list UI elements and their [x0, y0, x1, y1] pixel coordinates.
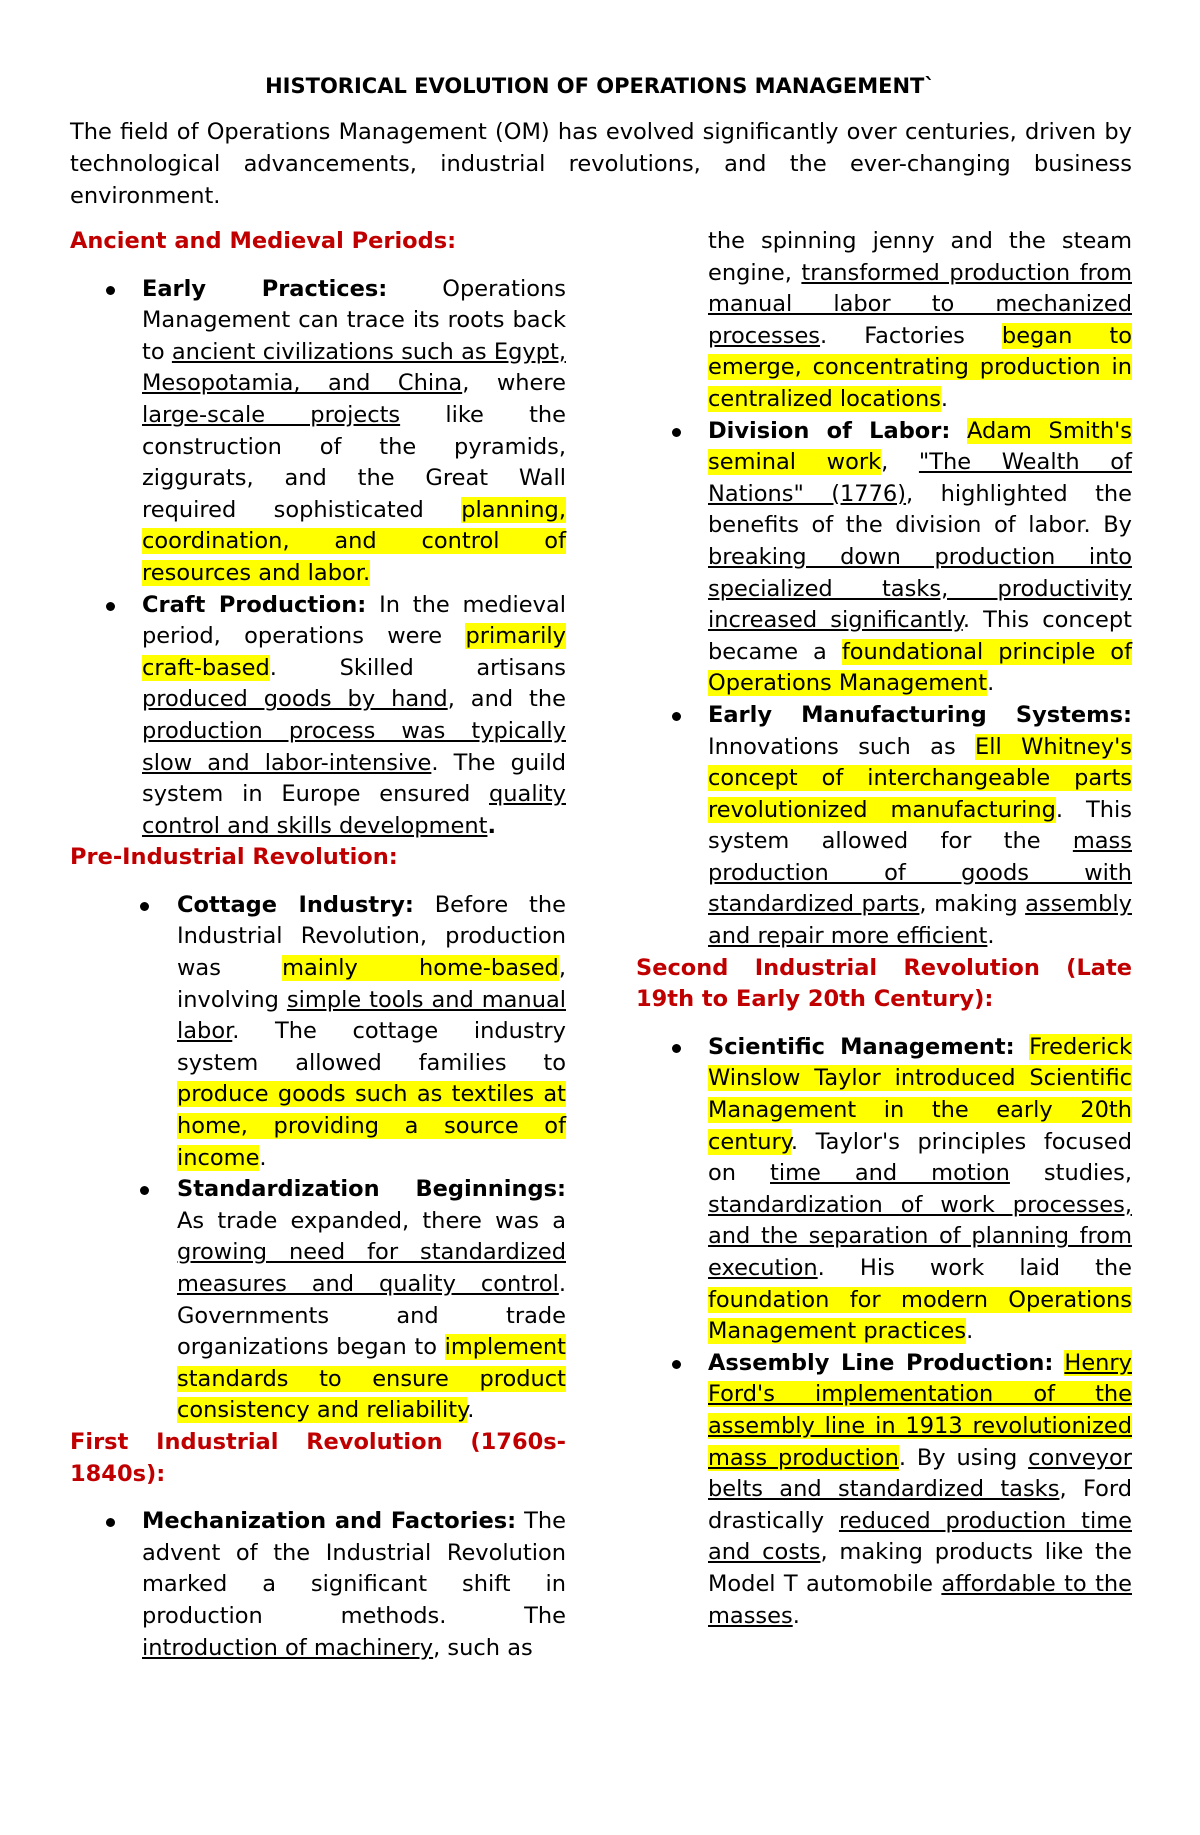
item-text: . Governments and trade organizations began to: [177, 1271, 566, 1361]
highlighted-text: Frederick Winslow Taylor introduced Scientific Management in the early 20th century: [708, 1033, 1132, 1155]
item-text: . By using: [898, 1444, 1029, 1471]
item-text: The advent of the Industrial Revolution marked a significant shift in production methods. The: [142, 1508, 566, 1629]
underlined-text: large-scale projects: [142, 401, 401, 428]
item-text: , making products like the Model T automobile: [708, 1539, 1132, 1597]
bullet-icon: [672, 712, 681, 721]
item-text: . Skilled artisans: [269, 654, 566, 681]
item-text: like the construction of the pyramids, ziggurats, and the Great Wall required sophisticated: [142, 401, 567, 523]
bullet-icon: [140, 902, 149, 911]
underlined-text: mass production of goods with standardized parts: [708, 828, 1132, 918]
item-text: . Factories: [820, 322, 1002, 349]
underlined-text: assembly and repair more efficient: [708, 891, 1132, 950]
highlighted-text: foundation for modern Operations Management practices: [708, 1286, 1132, 1345]
document-title: HISTORICAL EVOLUTION OF OPERATIONS MANAGEMENT`: [265, 74, 935, 98]
underlined-text: conveyor belts and standardized tasks: [708, 1444, 1133, 1503]
bullet-icon: [106, 286, 115, 295]
item-text: . The guild system in Europe ensured: [142, 749, 566, 808]
underlined-text: standardization of work processes, and the separation of planning from execution: [708, 1191, 1132, 1281]
bullet-icon: [672, 1044, 681, 1053]
item-text: [1015, 1034, 1029, 1060]
highlighted-text: Henry Ford's implementation of the assembly line in 1913 revolutionized mass production: [708, 1349, 1132, 1471]
first-industrial-list: [70, 1506, 566, 1664]
list-item: [636, 1348, 1132, 1632]
intro-paragraph: The field of Operations Management (OM) has evolved significantly over centuries, driven by technological advancements, industrial revolutions, and the ever-changing business environment.: [70, 119, 1132, 209]
highlighted-text: planning, coordination, and control of resources and labor.: [142, 496, 566, 586]
item-text: . The cottage industry system allowed families to: [177, 1018, 566, 1076]
underlined-text: breaking down production into specialized tasks, productivity increased significantly: [708, 543, 1132, 634]
underlined-text: transformed production from manual labor to mechanized processes: [708, 259, 1132, 349]
ancient-list: [70, 274, 566, 843]
underlined-text: "The Wealth of Nations" (1776): [708, 449, 1132, 507]
item-text: .: [792, 1602, 800, 1629]
section-heading-first-industrial: First Industrial Revolution (1760s-1840s):: [70, 1428, 566, 1487]
highlighted-text: mainly home-based: [282, 955, 559, 982]
underlined-text: time and motion: [770, 1160, 1010, 1187]
list-item: [70, 890, 566, 1174]
list-item-continued: [636, 226, 1132, 416]
underlined-text: produced goods by hand: [142, 686, 448, 713]
bullet-icon: [140, 1186, 149, 1195]
item-term: Scientific Management:: [708, 1033, 1015, 1060]
item-text: , where: [462, 370, 566, 397]
highlighted-text: implement standards to ensure product consistency and reliability: [177, 1334, 566, 1424]
item-text: As trade expanded, there was a: [177, 1207, 566, 1234]
bullet-icon: [672, 1360, 681, 1369]
item-text: .: [966, 1318, 974, 1345]
list-item: [70, 274, 566, 590]
item-text: Before the Industrial Revolution, production was: [177, 891, 566, 982]
item-term: Cottage Industry:: [177, 891, 414, 918]
item-text: , such as: [433, 1634, 533, 1661]
preindustrial-list: [70, 890, 566, 1427]
underlined-text: affordable to the masses: [708, 1570, 1132, 1629]
item-text: , and the: [447, 686, 566, 713]
item-text: , involving: [177, 955, 566, 1013]
item-term: Mechanization and Factories:: [142, 1508, 517, 1535]
section-heading-ancient: Ancient and Medieval Periods:: [70, 228, 457, 254]
item-text: .: [987, 670, 995, 697]
underlined-text: quality control and skills development: [142, 781, 566, 839]
item-text: Operations Management can trace its roots back to: [142, 275, 566, 365]
item-text: . Taylor's principles focused on: [708, 1128, 1132, 1187]
left-column: [70, 226, 566, 1664]
item-term: Craft Production:: [142, 591, 367, 618]
item-text: .: [940, 385, 949, 412]
item-term: Standardization Beginnings:: [177, 1176, 566, 1203]
item-text: In the medieval period, operations were: [142, 591, 566, 650]
section-heading-preindustrial: Pre-Industrial Revolution:: [70, 844, 398, 871]
item-text: .: [259, 1144, 267, 1171]
item-term: Early Practices:: [142, 275, 388, 302]
second-industrial-list: [636, 1032, 1132, 1632]
item-term: Early Manufacturing Systems:: [708, 701, 1132, 728]
list-item: [70, 1174, 566, 1427]
section-heading-second-industrial: Second Industrial Revolution (Late 19th to Early 20th Century):: [636, 954, 1132, 1013]
bullet-icon: [106, 602, 115, 611]
highlighted-text: Adam Smith's seminal work: [708, 417, 1132, 476]
right-column: [636, 226, 1132, 1632]
item-text: Innovations such as: [708, 733, 976, 760]
highlighted-text: produce goods such as textiles at home, providing a source of income: [177, 1081, 566, 1171]
item-text: .: [487, 812, 496, 839]
list-item: [636, 416, 1132, 700]
item-text: the spinning jenny and the steam engine,: [708, 228, 1132, 286]
item-text: , highlighted the benefits of the division of labor. By: [708, 480, 1132, 539]
item-text: .: [467, 1397, 475, 1424]
highlighted-text: began to emerge, concentrating production in centralized locations: [708, 322, 1132, 412]
item-text: [1053, 1350, 1064, 1376]
item-text: studies,: [1009, 1160, 1132, 1187]
highlighted-text: primarily craft-based: [142, 623, 566, 681]
highlighted-text: Ell Whitney's concept of interchangeable parts revolutionized manufacturing: [708, 733, 1132, 823]
item-text: , Ford drastically: [708, 1476, 1132, 1534]
list-item: [636, 700, 1132, 953]
underlined-text: production process was typically slow and labor-intensive: [142, 717, 566, 776]
highlighted-text: foundational principle of Operations Management: [708, 638, 1132, 697]
underlined-text: introduction of machinery: [142, 1634, 434, 1661]
bullet-icon: [672, 428, 681, 437]
item-text: . This concept became a: [708, 607, 1132, 665]
item-term: Assembly Line Production:: [708, 1349, 1054, 1376]
underlined-text: simple tools and manual labor: [177, 986, 566, 1045]
item-text: .: [987, 923, 995, 950]
first-industrial-list-continued: [636, 226, 1132, 953]
item-text: . This system allowed for the: [708, 796, 1132, 855]
list-item: [70, 1506, 566, 1664]
underlined-text: growing need for standardized measures and quality control: [177, 1239, 566, 1297]
item-text: . His work laid the: [817, 1255, 1132, 1281]
item-text: [950, 418, 967, 444]
list-item: [70, 590, 566, 843]
bullet-icon: [106, 1518, 115, 1527]
underlined-text: ancient civilizations such as Egypt, Mesopotamia, and China: [142, 338, 566, 397]
underlined-text: reduced production time and costs: [708, 1507, 1132, 1566]
item-text: ,: [881, 449, 919, 476]
item-text: , making: [919, 891, 1026, 918]
item-term: Division of Labor:: [708, 417, 951, 444]
list-item: [636, 1032, 1132, 1348]
